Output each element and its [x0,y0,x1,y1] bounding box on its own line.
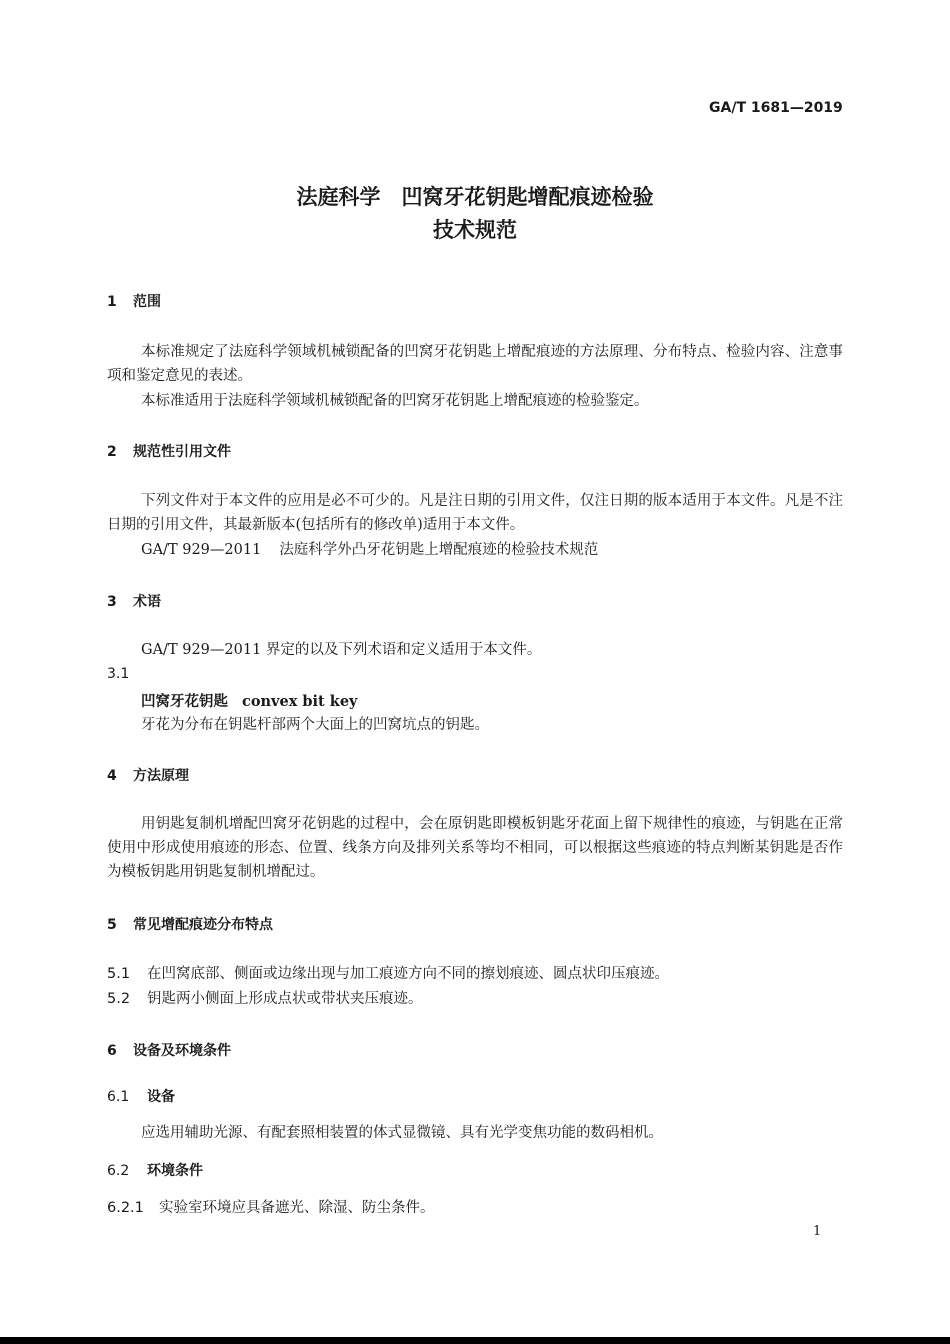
section-4-heading [107,765,189,785]
clause-text: 实验室环境应具备遮光、除湿、防尘条件。 [159,1200,435,1216]
document-title-line2: 技术规范 [433,218,517,242]
section-3-heading [107,591,161,611]
term-definition: 牙花为分布在钥匙杆部两个大面上的凹窝坑点的钥匙。 [141,717,489,733]
section-1-paragraph-1: 本标准规定了法庭科学领域机械锁配备的凹窝牙花钥匙上增配痕迹的方法原理、分布特点、检验内容、注意事项和鉴定意见的表述。 [107,344,843,384]
section-number: 2 [107,444,117,460]
subsection-title: 环境条件 [147,1163,203,1179]
section-title: 范围 [133,294,161,310]
term-name-zh: 凹窝牙花钥匙 [141,694,228,710]
term-number: 3.1 [107,666,130,682]
clause-text: 在凹窝底部、侧面或边缘出现与加工痕迹方向不同的擦划痕迹、圆点状印压痕迹。 [147,966,669,982]
page-number: 1 [813,1224,822,1239]
clause-number: 5.1 [107,966,131,982]
subsection-title: 设备 [147,1089,175,1105]
clause-number: 6.2.1 [107,1200,144,1216]
clause-5-1 [107,962,669,983]
section-1-paragraph-2: 本标准适用于法庭科学领域机械锁配备的凹窝牙花钥匙上增配痕迹的检验鉴定。 [141,393,649,409]
section-number: 4 [107,768,117,784]
normative-reference [141,538,598,562]
section-4-paragraph-1: 用钥匙复制机增配凹窝牙花钥匙的过程中，会在原钥匙即模板钥匙牙花面上留下规律性的痕迹，与钥匙在正常使用中形成使用痕迹的形态、位置、线条方向及排列关系等均不相同，可以根据这些痕迹的特点判断某钥匙是否作为模板钥匙用钥匙复制机增配过。 [107,816,843,880]
section-number: 5 [107,917,117,933]
subsection-6-1-text: 应选用辅助光源、有配套照相装置的体式显微镜、具有光学变焦功能的数码相机。 [141,1125,663,1141]
section-title: 规范性引用文件 [133,444,231,460]
section-number: 1 [107,294,117,310]
section-6-heading [107,1040,231,1060]
section-2-heading [107,441,231,461]
subsection-number: 6.1 [107,1089,130,1105]
reference-title: 法庭科学外凸牙花钥匙上增配痕迹的检验技术规范 [279,542,599,558]
reference-code: GA/T 929—2011 [141,542,262,558]
subsection-number: 6.2 [107,1163,130,1179]
term-name-en: convex bit key [242,693,358,710]
document-title-line1: 法庭科学 凹窝牙花钥匙增配痕迹检验 [296,185,654,209]
subsection-6-1-heading [107,1086,175,1106]
standard-code: GA/T 1681—2019 [709,100,843,116]
section-number: 6 [107,1043,117,1059]
subsection-6-2-heading [107,1160,203,1180]
term-name [141,690,357,711]
section-number: 3 [107,594,117,610]
clause-6-2-1 [107,1196,435,1217]
section-3-paragraph-1: GA/T 929—2011 界定的以及下列术语和定义适用于本文件。 [141,642,542,658]
clause-text: 钥匙两小侧面上形成点状或带状夹压痕迹。 [147,991,423,1007]
section-title: 术语 [133,594,161,610]
bottom-border [0,1337,950,1344]
section-title: 常见增配痕迹分布特点 [133,917,273,933]
section-title: 设备及环境条件 [133,1043,231,1059]
section-5-heading [107,914,273,934]
section-2-paragraph-1: 下列文件对于本文件的应用是必不可少的。凡是注日期的引用文件，仅注日期的版本适用于本文件。凡是不注日期的引用文件，其最新版本(包括所有的修改单)适用于本文件。 [107,493,843,533]
section-title: 方法原理 [133,768,189,784]
section-1-heading [107,291,161,311]
clause-5-2 [107,987,423,1008]
clause-number: 5.2 [107,991,131,1007]
